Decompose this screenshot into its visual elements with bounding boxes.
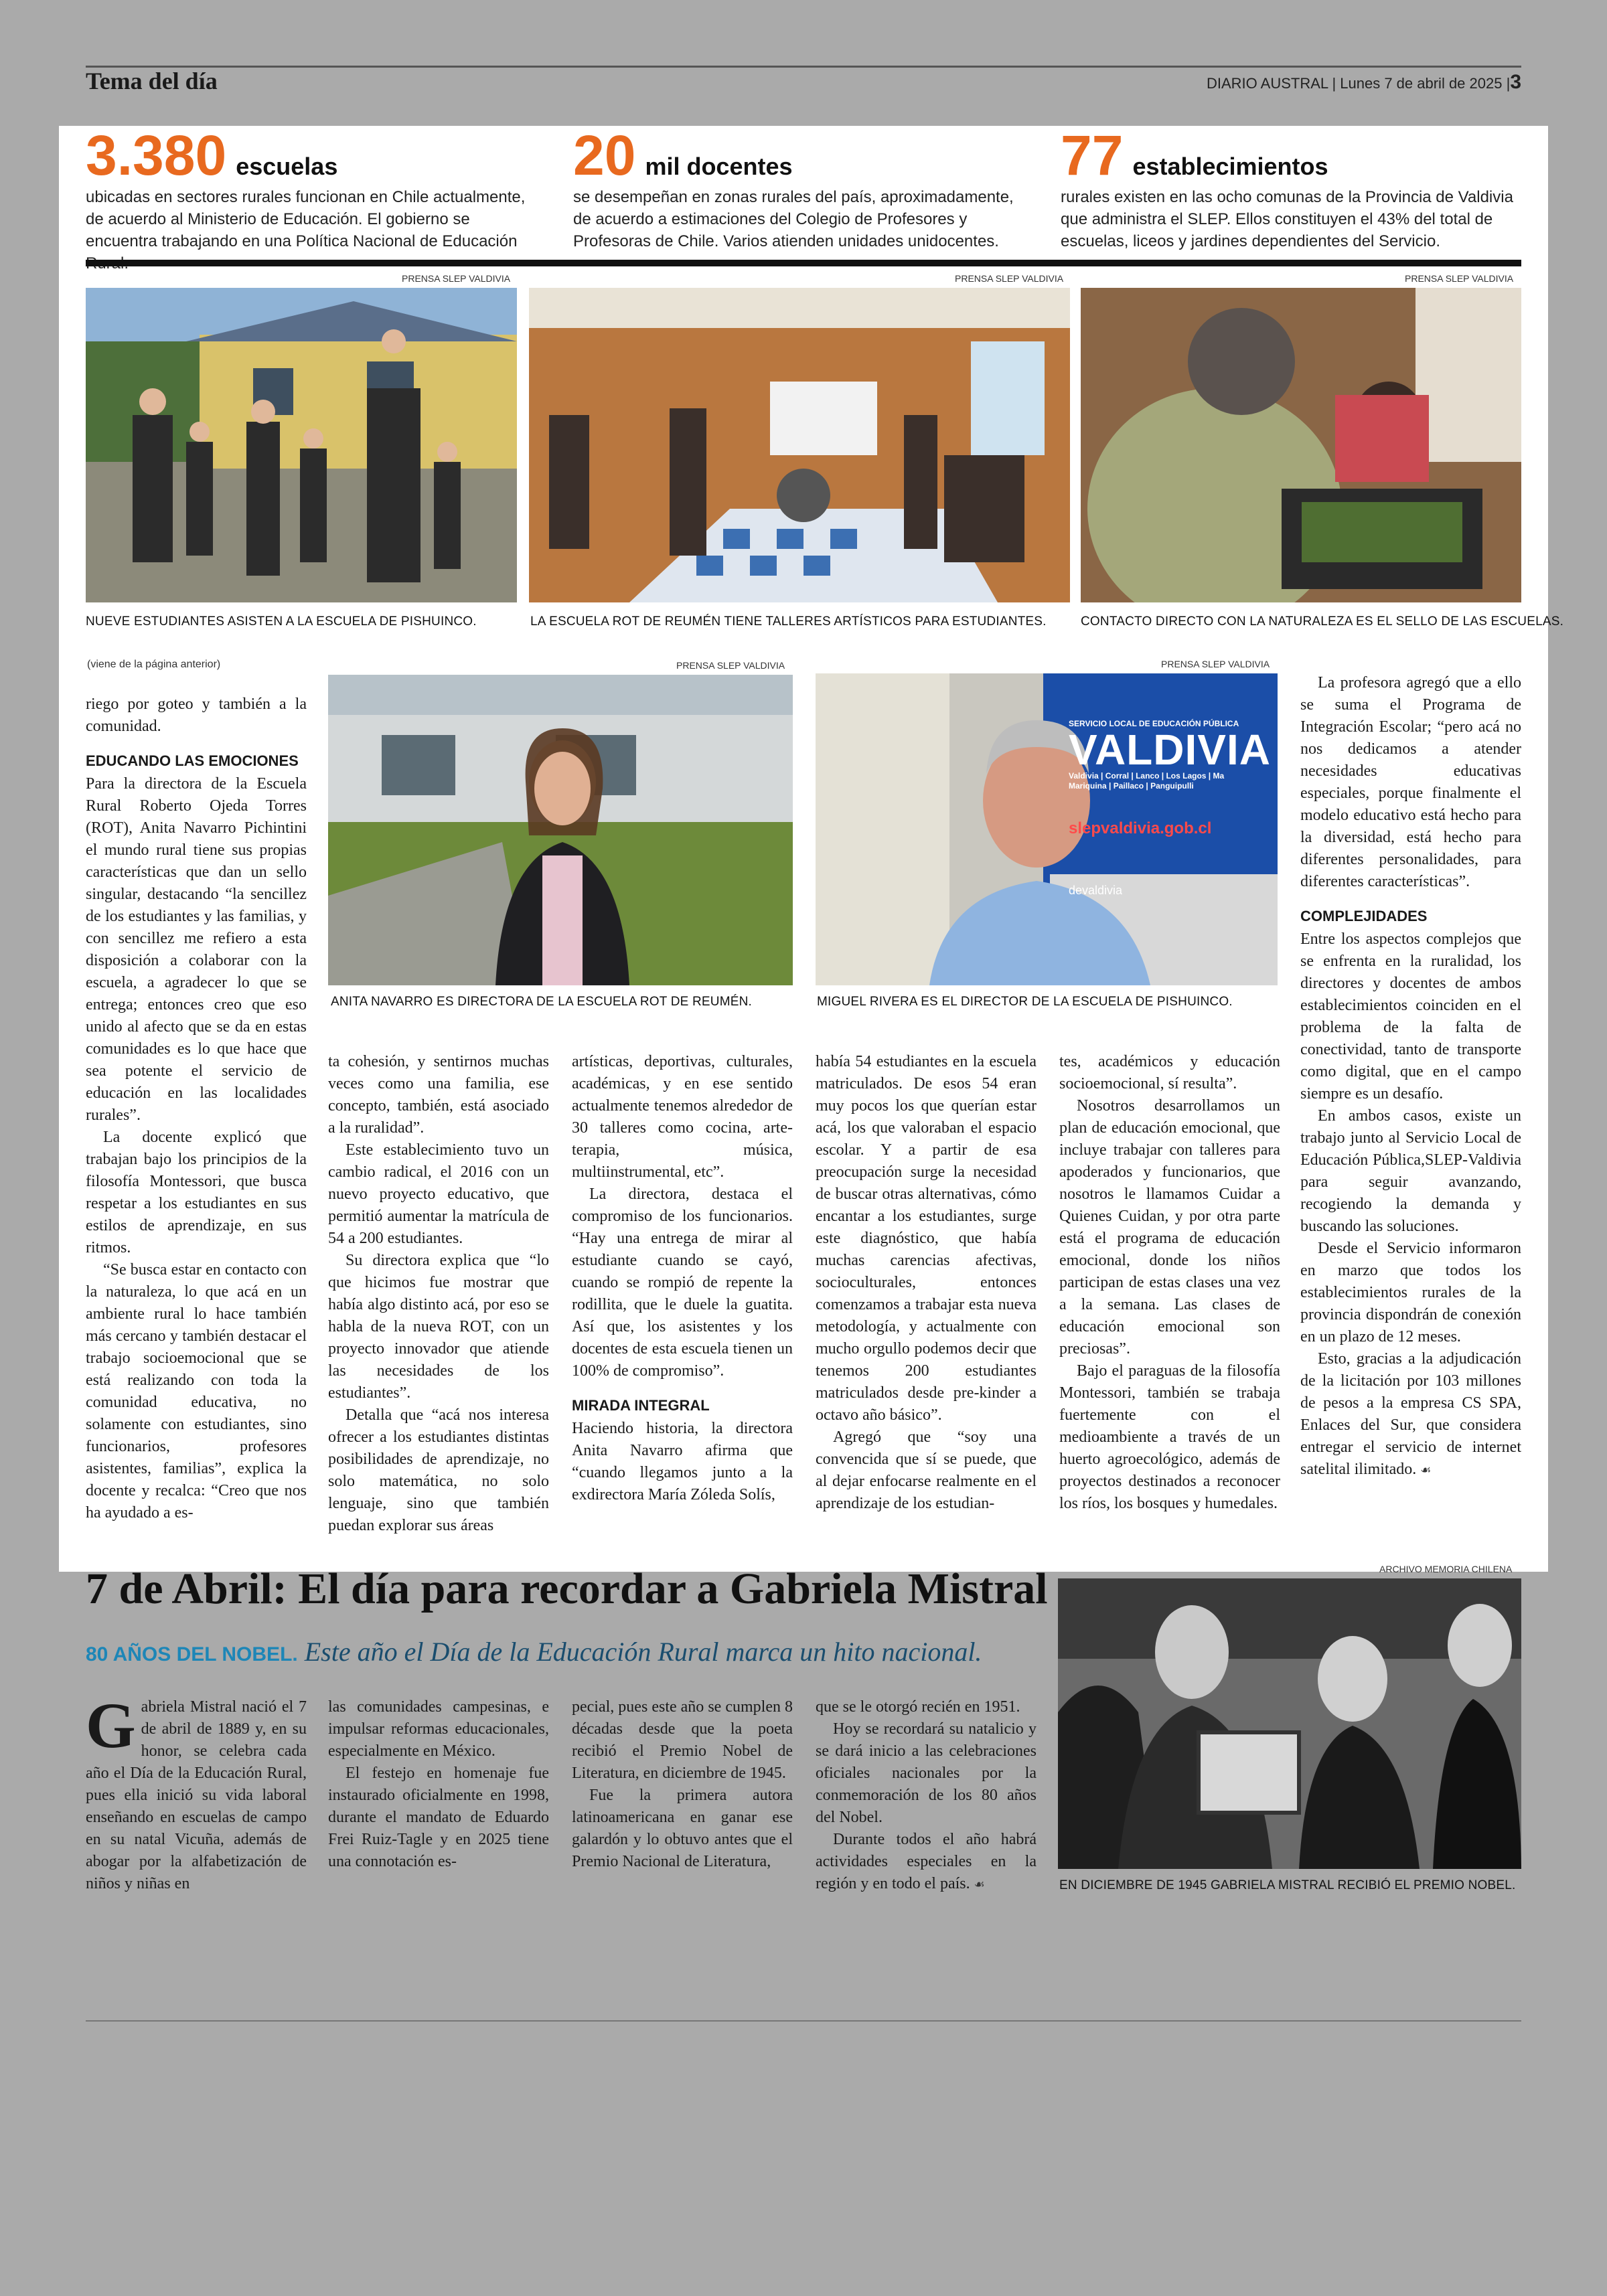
subheading: MIRADA INTEGRAL [572,1397,710,1414]
article-column-1 [86,693,307,1524]
stats-rule [86,260,1521,266]
photo-anita-navarro [328,675,793,985]
paragraph: pecial, pues este año se cumplen 8 décadas desde que la poeta recibió el Premio Nobel de Literatura, en diciembre de 1945. [572,1698,793,1782]
paragraph: Fue la primera autora latinoamericana en ganar ese galardón y lo obtuvo antes que el Premio Nacional de Literatura, [572,1787,793,1870]
paragraph: Nosotros desarrollamos un plan de educación emocional, que incluye trabajar con talleres para apoderados y funcionarios, que nosotros le llamamos Cuidar a Quienes Cuidan, y por otra parte está el programa de educación emocional, donde los niños participan de estas clases una vez a la semana. Las clases de educación emocional son preciosas”. [1059,1097,1280,1358]
article-column-2 [328,1051,549,1537]
drop-cap: G [86,1690,136,1761]
photo-pishuinco-students [86,288,517,602]
paragraph: La directora, destaca el compromiso de los funcionarios. “Hay una entrega de mirar al estudiante cuando se cayó, cuando se rompió de repente la rodillita, que le duele la guatita. Así que, los asistentes y los docentes de esta escuela tienen un 100% de compromiso”. [572,1185,793,1380]
banner-url: slepvaldivia.gob.cl [1069,819,1212,837]
bottom-rule [86,2020,1521,2022]
photo-credit: PRENSA SLEP VALDIVIA [676,660,785,671]
paragraph: Hoy se recordará su natalicio y se dará inicio a las celebraciones oficiales nacionales por la conmemoración de los 80 años del Nobel. [816,1720,1037,1826]
mistral-column-1 [86,1690,307,1895]
paragraph: las comunidades campesinas, e impulsar reformas educacionales, especialmente en México. [328,1698,549,1760]
paragraph: En ambos casos, existe un trabajo junto al Servicio Local de Educación Pública,SLEP-Valdivia para seguir avanzando, recogiendo la demanda y buscando las soluciones. [1300,1107,1521,1235]
article-column-5 [1059,1051,1280,1515]
paragraph: La profesora agregó que a ello se suma el Programa de Integración Escolar; “pero acá no nos dedicamos a atender necesidades educativas especiales, porque finalmente el modelo educativo está hecho para la diversidad, está hecho para diferentes personalidades, para diferentes características”. [1300,674,1521,890]
photo-nature-contact [1081,288,1521,602]
photo-music-workshop [529,288,1070,602]
paragraph [1300,1348,1521,1481]
stat-teachers [573,124,1028,252]
banner-comunas: Valdivia | Corral | Lanco | Los Lagos | Ma Mariquina | Paillaco | Panguipulli [1069,771,1225,791]
paragraph: Bajo el paraguas de la filosofía Montessori, también se trabaja fuertemente con el medioambiente a través de un huerto agroecológico, además de proyectos destinados a reconocer los ríos, los bosques y humedales. [1059,1362,1280,1512]
paragraph: El festejo en homenaje fue instaurado oficialmente en 1998, durante el mandato de Eduardo Frei Ruiz-Tagle y en 2025 tiene una connotación es- [328,1765,549,1870]
article-column-3 [572,1051,793,1506]
photo-caption: MIGUEL RIVERA ES EL DIRECTOR DE LA ESCUELA DE PISHUINCO. [817,995,1233,1009]
paragraph: había 54 estudiantes en la escuela matriculados. De esos 54 eran muy pocos los que querían estar acá, los que valoraban el espacio escolar. Y a partir de esa preocupación surge la necesidad de buscar otras alternativas, cómo encantar a los estudiantes, surge este diagnóstico, que había muchas carencias afectivas, socioculturales, entonces comenzamos a trabajar esta nueva metodología, y actualmente con mucho orgullo podemos decir que tenemos 200 estudiantes matriculados desde pre-kinder a octavo año básico”. [816,1053,1037,1424]
paragraph: que se le otorgó recién en 1951. [816,1698,1020,1716]
photo-caption: ANITA NAVARRO ES DIRECTORA DE LA ESCUELA ROT DE REUMÉN. [331,995,753,1009]
paragraph: Entre los aspectos complejos que se enfrenta en la ruralidad, los directores y docentes de ambos establecimientos coinciden en el problema de la falta de conectividad, tanto de transporte como digital, que en el campo siempre es un desafío. [1300,930,1521,1102]
stat-unit: mil docentes [645,153,793,180]
paragraph: tes, académicos y educación socioemocional, sí resulta”. [1059,1053,1280,1092]
stat-value: 3.380 [86,124,227,187]
end-mark-icon: ☙ [974,1878,985,1891]
stat-unit: escuelas [236,153,338,180]
section-title: Tema del día [86,68,218,94]
stat-text: rurales existen en las ocho comunas de la Provincia de Valdivia que administra el SLEP. Ellos constituyen el 43% del total de escuelas, liceos y jardines dependientes del Servicio. [1061,188,1513,250]
paragraph: Haciendo historia, la directora Anita Navarro afirma que “cuando llegamos junto a la exdirectora María Zóleda Solís, [572,1420,793,1503]
mistral-column-4 [816,1696,1037,1896]
photo-credit: PRENSA SLEP VALDIVIA [1161,659,1270,669]
banner-handle: devaldivia [1069,884,1123,897]
mistral-headline: 7 de Abril: El día para recordar a Gabriela Mistral [86,1564,1048,1613]
paragraph: Este establecimiento tuvo un cambio radical, el 2016 con un nuevo proyecto educativo, que permitió aumentar la matrícula de 54 a 200 estudiantes. [328,1141,549,1247]
folio [1207,71,1521,94]
stat-value: 20 [573,124,636,187]
photo-caption: EN DICIEMBRE DE 1945 GABRIELA MISTRAL RECIBIÓ EL PREMIO NOBEL. [1059,1878,1516,1892]
photo-mistral-nobel [1058,1578,1521,1869]
stat-text: ubicadas en sectores rurales funcionan en Chile actualmente, de acuerdo al Ministerio de Educación. El gobierno se encuentra trabajando en una Política Nacional de Educación [86,188,526,250]
stat-text: se desempeñan en zonas rurales del país, aproximadamente, de acuerdo a estimaciones del Colegio de Profesores y Profesoras de Chile. Varios atienden unidades unidocentes. [573,188,1014,250]
stat-schools [86,124,541,274]
banner-service-name: SERVICIO LOCAL DE EDUCACIÓN PÚBLICA [1069,719,1239,728]
paragraph: artísticas, deportivas, culturales, académicas, y en ese sentido actualmente tenemos alrededor de 30 talleres como cocina, arte-terapia, música, multiinstrumental, etc”. [572,1053,793,1181]
mistral-column-3 [572,1696,793,1873]
photo-credit: PRENSA SLEP VALDIVIA [402,273,511,284]
paragraph: riego por goteo y también a la comunidad. [86,695,307,735]
photo-caption: CONTACTO DIRECTO CON LA NATURALEZA ES EL SELLO DE LAS ESCUELAS. [1081,614,1564,629]
kicker-text: Este año el Día de la Educación Rural marca un hito nacional. [304,1637,982,1667]
photo-credit: PRENSA SLEP VALDIVIA [955,273,1064,284]
stat-establishments [1061,124,1516,252]
paragraph [816,1829,1037,1896]
paragraph: ta cohesión, y sentirnos muchas veces como una familia, ese concepto, también, está asociado a la ruralidad”. [328,1053,549,1137]
end-mark-icon: ☙ [1420,1463,1432,1477]
paragraph: Detalla que “acá nos interesa ofrecer a los estudiantes distintas posibilidades de aprendizaje, no solo matemática, no solo lenguaje, sino que también puedan explorar sus áreas [328,1406,549,1534]
paragraph: “Se busca estar en contacto con la naturaleza, lo que acá en un ambiente rural lo hace también más cercano y también destacar el trabajo socioemocional que se está realizando con toda la comunidad educativa, no solamente con estudiantes, sino funcionarios, profesores asistentes, familias”, explica la docente y recalca: “Creo que nos ha ayudado a es- [86,1261,307,1522]
subheading: COMPLEJIDADES [1300,908,1428,924]
mistral-column-2 [328,1696,549,1873]
folio-text: DIARIO AUSTRAL | Lunes 7 de abril de 2025 | [1207,75,1511,92]
paragraph-text: Esto, gracias a la adjudicación de la licitación por 103 millones de pesos a la empresa CS SPA, Enlaces del Sur, que considera entregar el servicio de internet satelital ilimitado. [1300,1350,1521,1478]
subheading: EDUCANDO LAS EMOCIONES [86,752,299,769]
paragraph-text: Durante todos el año habrá actividades especiales en la región y en todo el país. [816,1831,1037,1892]
photo-credit: PRENSA SLEP VALDIVIA [1405,273,1514,284]
photo-miguel-rivera [816,673,1278,985]
photo-credit: ARCHIVO MEMORIA CHILENA [1379,1564,1513,1574]
paragraph: Su directora explica que “lo que hicimos fue mostrar que había algo distinto acá, por eso se habla de la nueva ROT, con un proyecto innovador que atiende las necesidades de los estudiantes”. [328,1252,549,1402]
paragraph: Agregó que “soy una convencida que sí se puede, que al dejar enfocarse realmente en el aprendizaje de los estudian- [816,1428,1037,1512]
continued-note: (viene de la página anterior) [87,659,221,670]
stat-unit: establecimientos [1132,153,1328,180]
paragraph: abriela Mistral nació el 7 de abril de 1889 y, en su honor, se celebra cada año el Día de la Educación Rural, pues ella inició su vida laboral enseñando en escuelas de campo en su natal Vicuña, además de abogar por la alfabetización de niños y niñas en [86,1698,307,1892]
stat-value: 77 [1061,124,1124,187]
banner-valdivia: VALDIVIA [1069,726,1271,774]
paragraph: La docente explicó que trabajan bajo los principios de la filosofía Montessori, que busca respetar a los estudiantes en sus estilos de aprendizaje, en sus ritmos. [86,1129,307,1256]
page-number: 3 [1510,71,1521,93]
photo-caption: NUEVE ESTUDIANTES ASISTEN A LA ESCUELA DE PISHUINCO. [86,614,477,629]
mistral-kicker [86,1636,982,1667]
paragraph: Para la directora de la Escuela Rural Roberto Ojeda Torres (ROT), Anita Navarro Pichintini el mundo rural tiene sus propias características que dan un sello singular, destacando “la sencillez de los estudiantes y las familias, y con sencillez me refiero a esta disposición a colaborar con la escuela, a agradecer lo que se entrega; entonces creo que eso unido al afecto que se da en estas comunidades es lo que hace que sea potente el servicio de educación en las localidades rurales”. [86,775,307,1124]
article-column-4 [816,1051,1037,1515]
article-column-6 [1300,672,1521,1481]
photo-caption: LA ESCUELA ROT DE REUMÉN TIENE TALLERES ARTÍSTICOS PARA ESTUDIANTES. [530,614,1047,629]
paragraph: Desde el Servicio informaron en marzo que todos los establecimientos rurales de la provincia dispondrán de conexión en un plazo de 12 meses. [1300,1240,1521,1345]
kicker-label: 80 AÑOS DEL NOBEL. [86,1643,298,1665]
